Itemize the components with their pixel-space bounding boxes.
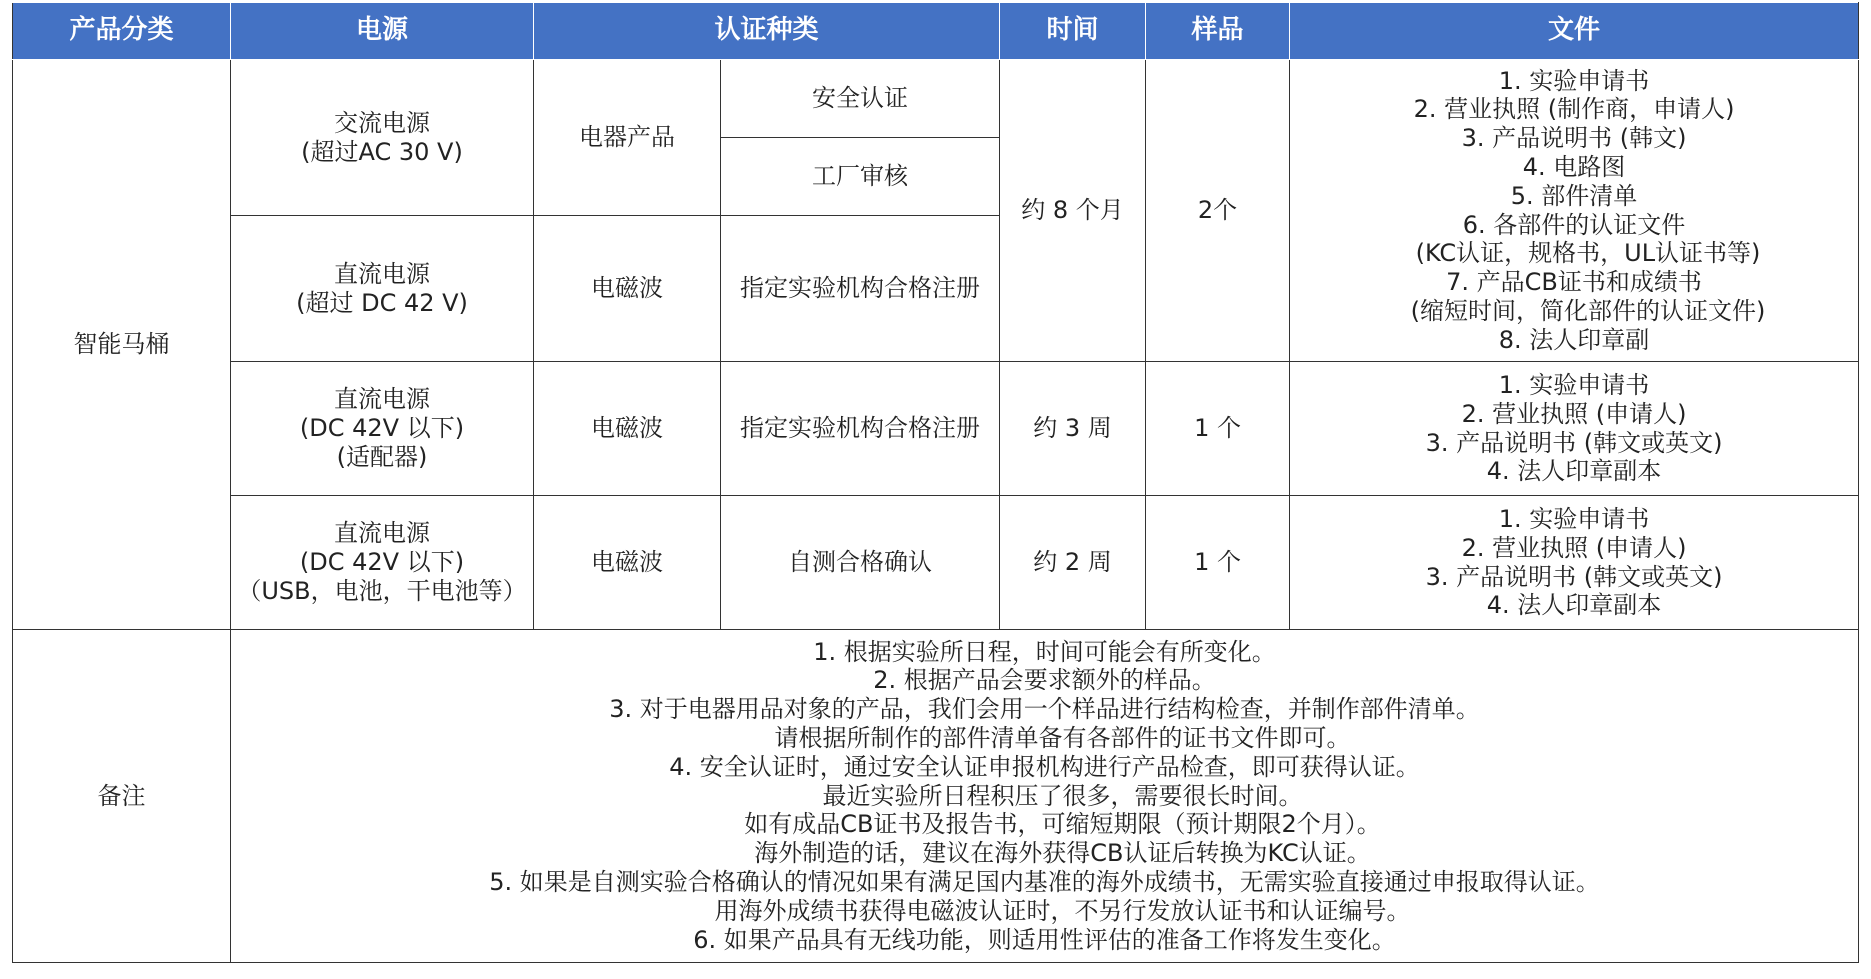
note-item: 4. 安全认证时，通过安全认证申报机构进行产品检查，即可获得认证。 bbox=[669, 752, 1420, 781]
sub-factory-cell: 工厂审核 bbox=[721, 138, 1000, 216]
power-dc-line1: 直流电源 bbox=[334, 259, 430, 288]
note-item: 最近实验所日程积压了很多，需要很长时间。 bbox=[822, 781, 1303, 810]
table-row bbox=[13, 362, 1859, 496]
power-ac-line1: 交流电源 bbox=[334, 108, 430, 137]
power-line: 直流电源 bbox=[334, 385, 430, 414]
doc-item: 1. 实验申请书 bbox=[1498, 370, 1650, 399]
note-item: 请根据所制作的部件清单备有各部件的证书文件即可。 bbox=[774, 724, 1351, 752]
power-line: (适配器) bbox=[336, 442, 428, 471]
doc-item: 2. 营业执照 (制作商，申请人) bbox=[1413, 95, 1735, 124]
header-row bbox=[13, 3, 1859, 60]
doc-item: 1. 实验申请书 bbox=[1498, 504, 1650, 533]
doc-item: 6. 各部件的认证文件 bbox=[1462, 210, 1686, 239]
power-line: (DC 42V 以下) bbox=[299, 548, 465, 577]
sample-cell: 2个 bbox=[1146, 60, 1290, 362]
header-cert-type: 认证种类 bbox=[534, 3, 1000, 60]
power-dc-cell bbox=[231, 216, 534, 362]
doc-item: (KC认证，规格书，UL认证书等) bbox=[1415, 239, 1761, 268]
table-row bbox=[13, 60, 1859, 138]
note-item: 3. 对于电器用品对象的产品，我们会用一个样品进行结构检查，并制作部件清单。 bbox=[609, 695, 1480, 724]
sub-safety-cell: 安全认证 bbox=[721, 60, 1000, 138]
power-ac-cell bbox=[231, 60, 534, 216]
sample-cell: 1 个 bbox=[1146, 362, 1290, 496]
header-power: 电源 bbox=[231, 3, 534, 60]
header-documents: 文件 bbox=[1290, 3, 1859, 60]
power-line: 直流电源 bbox=[334, 519, 430, 548]
time-cell: 约 2 周 bbox=[1000, 496, 1146, 630]
doc-item: 4. 电路图 bbox=[1522, 152, 1626, 181]
type-cell: 电磁波 bbox=[534, 362, 721, 496]
note-item: 5. 如果是自测实验合格确认的情况如果有满足国内基准的海外成绩书，无需实验直接通过申报取得认证。 bbox=[489, 867, 1600, 896]
power-cell bbox=[231, 362, 534, 496]
doc-item: (缩短时间，简化部件的认证文件) bbox=[1410, 296, 1766, 325]
note-item: 用海外成绩书获得电磁波认证时，不另行发放认证书和认证编号。 bbox=[714, 896, 1411, 925]
sub-cell: 自测合格确认 bbox=[721, 496, 1000, 630]
note-item: 1. 根据实验所日程，时间可能会有所变化。 bbox=[813, 637, 1276, 666]
time-cell: 约 8 个月 bbox=[1000, 60, 1146, 362]
note-item: 6. 如果产品具有无线功能，则适用性评估的准备工作将发生变化。 bbox=[693, 925, 1396, 954]
power-dc-line2: (超过 DC 42 V) bbox=[296, 288, 468, 317]
table-row bbox=[13, 496, 1859, 630]
sub-lab-cell: 指定实验机构合格注册 bbox=[721, 216, 1000, 362]
doc-item: 3. 产品说明书 (韩文或英文) bbox=[1425, 562, 1723, 591]
power-cell bbox=[231, 496, 534, 630]
doc-item: 3. 产品说明书 (韩文或英文) bbox=[1425, 428, 1723, 457]
certification-table bbox=[12, 2, 1859, 963]
note-item: 海外制造的话，建议在海外获得CB认证后转换为KC认证。 bbox=[754, 839, 1371, 868]
header-time: 时间 bbox=[1000, 3, 1146, 60]
note-item: 如有成品CB证书及报告书，可缩短期限（预计期限2个月）。 bbox=[744, 810, 1381, 839]
type-emc-cell: 电磁波 bbox=[534, 216, 721, 362]
documents-cell bbox=[1290, 60, 1859, 362]
doc-item: 3. 产品说明书 (韩文) bbox=[1461, 124, 1687, 153]
sample-cell: 1 个 bbox=[1146, 496, 1290, 630]
type-electric-cell: 电器产品 bbox=[534, 60, 721, 216]
time-cell: 约 3 周 bbox=[1000, 362, 1146, 496]
doc-item: 4. 法人印章副本 bbox=[1486, 457, 1662, 486]
power-ac-line2: (超过AC 30 V) bbox=[301, 137, 463, 166]
doc-item: 2. 营业执照 (申请人) bbox=[1461, 533, 1687, 562]
product-category-cell: 智能马桶 bbox=[13, 60, 231, 630]
doc-item: 5. 部件清单 bbox=[1510, 181, 1638, 210]
notes-cell bbox=[231, 630, 1859, 963]
sub-cell: 指定实验机构合格注册 bbox=[721, 362, 1000, 496]
doc-item: 8. 法人印章副 bbox=[1498, 325, 1650, 354]
type-cell: 电磁波 bbox=[534, 496, 721, 630]
doc-item: 4. 法人印章副本 bbox=[1486, 591, 1662, 620]
doc-item: 1. 实验申请书 bbox=[1498, 66, 1650, 95]
doc-item: 7. 产品CB证书和成绩书 bbox=[1446, 268, 1702, 297]
header-category: 产品分类 bbox=[13, 3, 231, 60]
documents-cell bbox=[1290, 362, 1859, 496]
documents-cell bbox=[1290, 496, 1859, 630]
note-item: 2. 根据产品会要求额外的样品。 bbox=[873, 666, 1216, 695]
power-line: (DC 42V 以下) bbox=[299, 414, 465, 443]
notes-label: 备注 bbox=[13, 630, 231, 963]
notes-row bbox=[13, 630, 1859, 963]
power-line: （USB，电池，干电池等） bbox=[237, 576, 527, 605]
doc-item: 2. 营业执照 (申请人) bbox=[1461, 399, 1687, 428]
header-sample: 样品 bbox=[1146, 3, 1290, 60]
